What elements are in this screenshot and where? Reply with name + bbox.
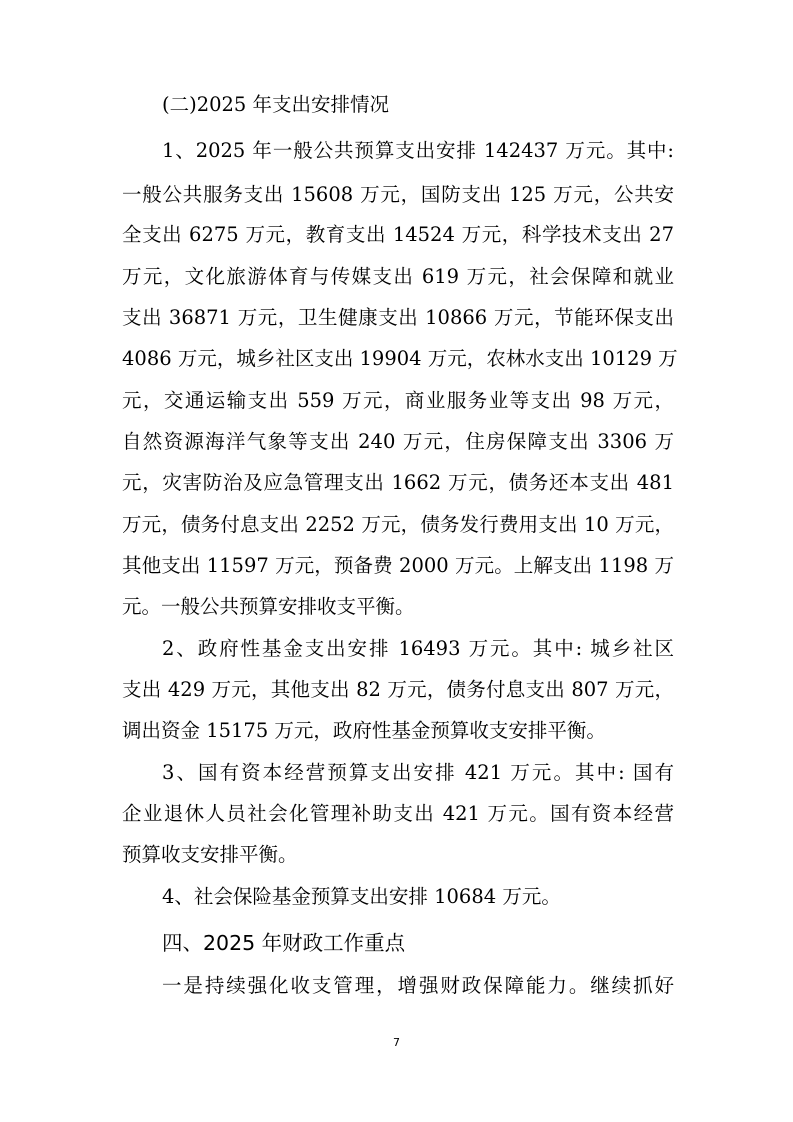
paragraph-line: 3、国有资本经营预算支出安排 421 万元。其中: 国有 [162,761,674,784]
paragraph-line: 支出 429 万元，其他支出 82 万元，债务付息支出 807 万元， [122,678,674,701]
paragraph-line: 其他支出 11597 万元，预备费 2000 万元。上解支出 1198 万 [122,554,674,577]
paragraph-line: 4086 万元，城乡社区支出 19904 万元，农林水支出 10129 万 [122,347,678,370]
paragraph-line: 企业退休人员社会化管理补助支出 421 万元。国有资本经营 [122,802,674,825]
paragraph-line: 一般公共服务支出 15608 万元，国防支出 125 万元，公共安 [122,183,674,206]
paragraph-line: 元，交通运输支出 559 万元，商业服务业等支出 98 万元， [122,389,674,412]
paragraph-line: 预算收支安排平衡。 [122,843,298,866]
section-heading: 四、2025 年财政工作重点 [162,931,406,955]
paragraph-line: 万元，债务付息支出 2252 万元，债务发行费用支出 10 万元， [122,513,674,536]
subheading-expenditure-2025: (二)2025 年支出安排情况 [162,93,390,116]
paragraph-line: 元，灾害防治及应急管理支出 1662 万元，债务还本支出 481 [122,471,674,494]
paragraph-line: 支出 36871 万元，卫生健康支出 10866 万元，节能环保支出 [122,306,674,329]
paragraph-line: 1、2025 年一般公共预算支出安排 142437 万元。其中: [162,139,674,162]
page-number: 7 [393,1036,400,1049]
paragraph-line: 全支出 6275 万元，教育支出 14524 万元，科学技术支出 27 [122,223,674,246]
paragraph-line: 2、政府性基金支出安排 16493 万元。其中: 城乡社区 [162,637,674,660]
paragraph-line: 元。一般公共预算安排收支平衡。 [122,595,415,618]
closing-line: 一是持续强化收支管理，增强财政保障能力。继续抓好 [162,974,674,997]
paragraph-line: 万元，文化旅游体育与传媒支出 619 万元，社会保障和就业 [122,265,674,288]
paragraph-line: 自然资源海洋气象等支出 240 万元，住房保障支出 3306 万 [122,430,674,453]
paragraph-line: 4、社会保险基金预算支出安排 10684 万元。 [162,885,561,908]
paragraph-line: 调出资金 15175 万元，政府性基金预算收支安排平衡。 [122,719,606,742]
